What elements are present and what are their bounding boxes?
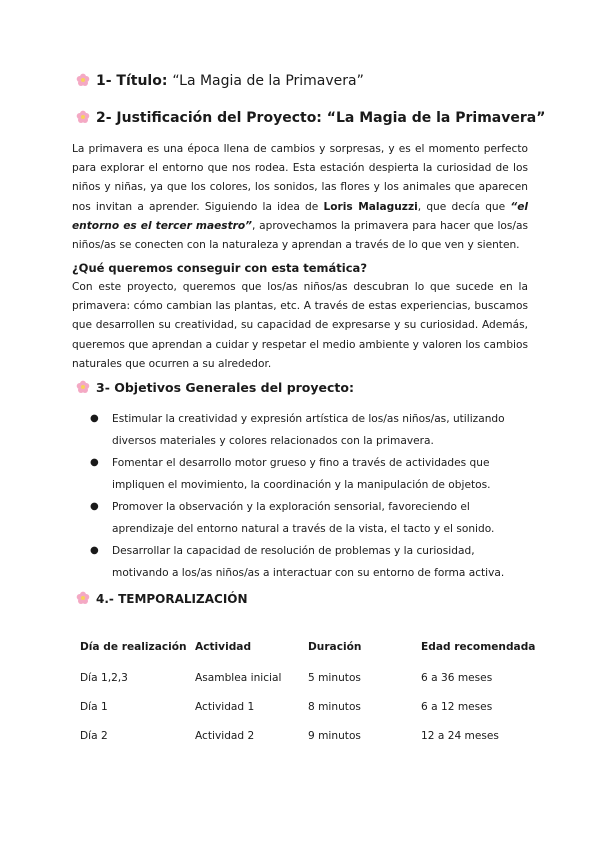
table-cell: 12 a 24 meses xyxy=(421,730,499,742)
list-item: ● Promover la observación y la exploración sensorial, favoreciendo el aprendizaje del entorno natural a través de la vista, el tacto y el sonido. xyxy=(90,496,530,540)
table-header-row xyxy=(72,640,536,672)
section-1-value: “La Magia de la Primavera” xyxy=(172,73,364,89)
justification-text-1: La primavera es una época llena de cambios y sorpresas, y es el momento perfecto para explorar el entorno que nos rodea. Esta estación despierta la curiosidad de los niños y niñas, ya que los colores, los sonidos, las flores y los animales que aparecen nos invitan a aprender. Siguiendo la idea de xyxy=(72,143,528,213)
table-cell: Actividad 1 xyxy=(195,701,255,713)
table-cell: Asamblea inicial xyxy=(195,672,282,684)
flower-icon xyxy=(76,73,90,87)
table-cell: 5 minutos xyxy=(308,672,361,684)
column-header: Día de realización xyxy=(80,641,187,653)
bullet-icon: ● xyxy=(90,501,99,512)
list-item: ● Estimular la creatividad y expresión artística de los/as niños/as, utilizando diversos materiales y colores relacionados con la primavera. xyxy=(90,408,530,452)
section-1-title: 1- Título: xyxy=(96,73,168,89)
table-cell: Día 2 xyxy=(80,730,108,742)
table-row xyxy=(72,701,536,730)
justification-text-2: , que decía que xyxy=(417,200,511,213)
table-row xyxy=(72,672,536,701)
flower-icon xyxy=(76,110,90,124)
list-item: ● Fomentar el desarrollo motor grueso y fino a través de actividades que impliquen el movimiento, la coordinación y la manipulación de objetos. xyxy=(90,452,530,496)
section-3-heading xyxy=(76,380,354,395)
temporalization-table xyxy=(72,640,536,759)
bullet-icon: ● xyxy=(90,413,99,424)
bullet-icon: ● xyxy=(90,457,99,468)
goal-paragraph: Con este proyecto, queremos que los/as niños/as descubran lo que sucede en la primavera: cómo cambian las plantas, etc. A través de estas experiencias, buscamos que desarrollen su creatividad, su capacidad de expresarse y su curiosidad. Además, queremos que aprendan a cuidar y respetar el medio ambiente y valoren los cambios naturales que ocurren a su alrededor. xyxy=(72,281,528,370)
section-1-heading xyxy=(76,73,364,89)
justification-text-3: , aprovechamos la primavera para hacer que los/as niños/as se conecten con la naturaleza y aprendan a través de lo que ven y sienten. xyxy=(72,219,528,252)
table-cell: Día 1 xyxy=(80,701,108,713)
table-cell: 6 a 12 meses xyxy=(421,701,493,713)
section-2-heading xyxy=(76,110,545,126)
section-3-title: 3- Objetivos Generales del proyecto: xyxy=(96,380,354,395)
table-row xyxy=(72,730,536,759)
column-header: Edad recomendada xyxy=(421,641,536,653)
author-quote: “el entorno es el tercer maestro” xyxy=(72,200,529,232)
table-cell: 6 a 36 meses xyxy=(421,672,493,684)
column-header: Actividad xyxy=(195,641,252,653)
section-4-title: 4.- TEMPORALIZACIÓN xyxy=(96,592,248,606)
section-4-heading xyxy=(76,591,248,606)
table-cell: 8 minutos xyxy=(308,701,361,713)
column-header: Duración xyxy=(308,641,362,653)
justification-paragraph xyxy=(72,140,528,255)
goal-heading: ¿Qué queremos conseguir con esta temática? xyxy=(72,261,367,275)
table-cell: Día 1,2,3 xyxy=(80,672,128,684)
objectives-list xyxy=(90,408,530,584)
author-name: Loris Malaguzzi xyxy=(323,200,418,213)
list-item: ● Desarrollar la capacidad de resolución de problemas y la curiosidad, motivando a los/as niños/as a interactuar con su entorno de forma activa. xyxy=(90,540,530,584)
bullet-icon: ● xyxy=(90,545,99,556)
section-2-title: 2- Justificación del Proyecto: “La Magia de la Primavera” xyxy=(96,110,546,126)
flower-icon xyxy=(76,591,90,605)
table-cell: Actividad 2 xyxy=(195,730,255,742)
table-cell: 9 minutos xyxy=(308,730,361,742)
flower-icon xyxy=(76,380,90,394)
